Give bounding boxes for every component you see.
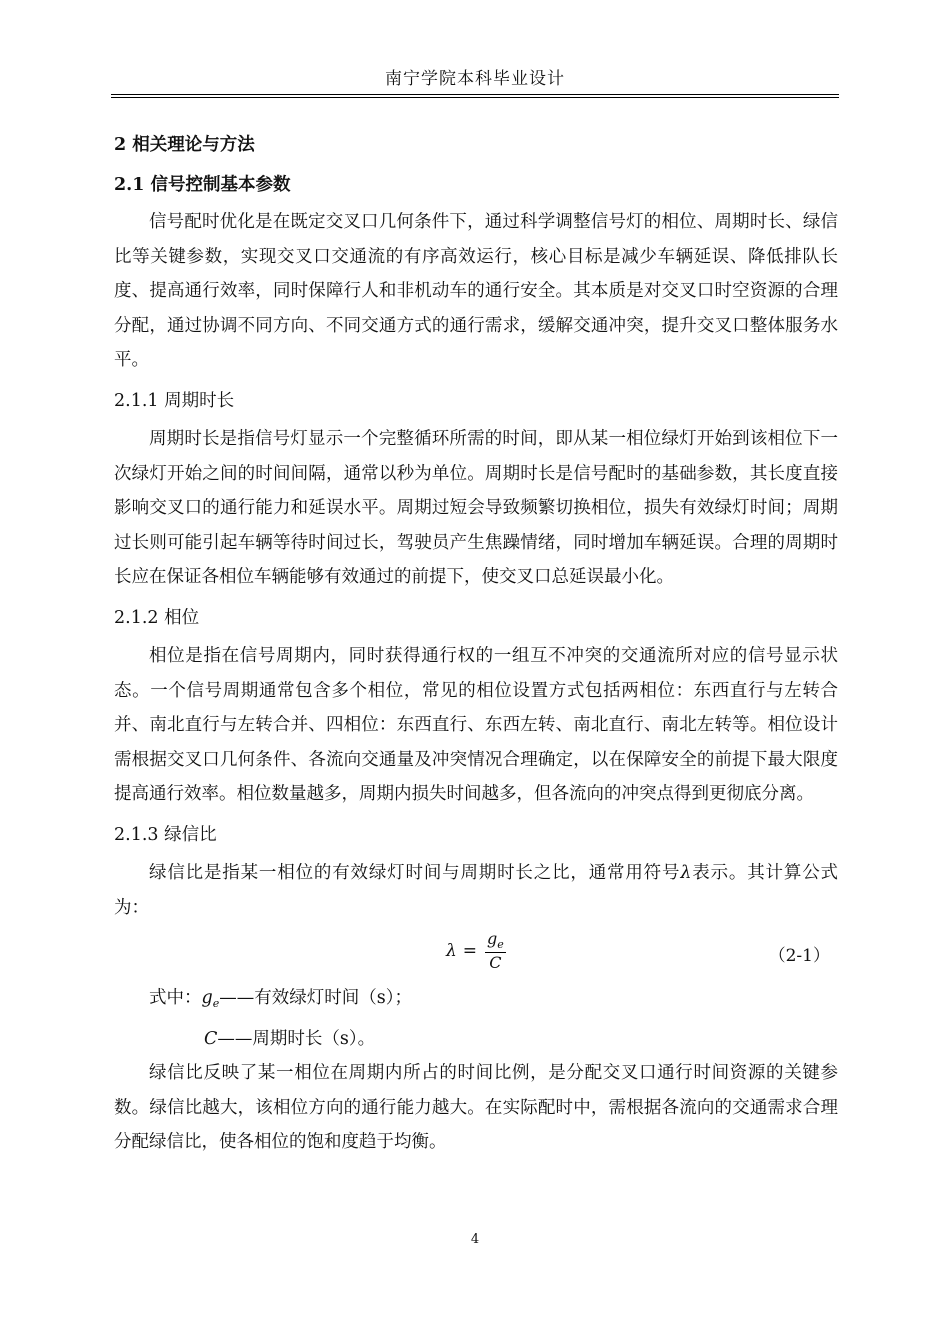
numerator-symbol: g [487,929,498,948]
formula-2-1 [114,929,838,979]
subsection-heading-green-ratio: 2.1.3 绿信比 [114,824,217,845]
definition-ge [114,981,838,1022]
formula-expression [446,931,506,971]
numerator-subscript: e [497,938,504,951]
definition-c-text: ——周期时长（s）。 [217,1028,376,1049]
formula-lhs: λ [446,940,457,961]
subsection-heading-phase: 2.1.2 相位 [114,607,200,628]
definition-prefix: 式中： [149,988,202,1008]
green-ratio-text-after: 表示。其计算公式为： [114,863,839,918]
intro-paragraph: 信号配时优化是在既定交叉口几何条件下，通过科学调整信号灯的相位、周期时长、绿信比等关键参数，实现交叉口交通流的有序高效运行，核心目标是减少车辆延误、降低排队长度、提高通行效率，同时保障行人和非机动车的通行安全。其本质是对交叉口时空资源的合理分配，通过协调不同方向、不同交通方式的通行需求，缓解交通冲突，提升交叉口整体服务水平。 [114,212,838,370]
definition-ge-text: ——有效绿灯时间（s）； [219,988,412,1008]
definition-ge-subscript: e [212,997,220,1010]
green-ratio-paragraph [114,856,838,925]
definition-ge-symbol: g [201,988,213,1008]
lambda-symbol: λ [680,863,692,883]
green-ratio-text-before: 绿信比是指某一相位的有效绿灯时间与周期时长之比，通常用符号 [149,863,681,883]
formula-numerator [485,931,506,953]
formula-denominator: C [489,953,502,972]
page-body [114,128,838,1160]
header-rule [111,94,839,95]
page-number: 4 [470,1232,480,1247]
page-header-title: 南宁学院本科毕业设计 [385,69,565,89]
equation-number: （2-1） [768,946,830,966]
phase-paragraph: 相位是指在信号周期内，同时获得通行权的一组互不冲突的交通流所对应的信号显示状态。一个信号周期通常包含多个相位，常见的相位设置方式包括两相位：东西直行与左转合并、南北直行与左转合并、四相位：东西直行、东西左转、南北直行、南北左转等。相位设计需根据交叉口几何条件、各流向交通量及冲突情况合理确定，以在保障安全的前提下最大限度提高通行效率。相位数量越多，周期内损失时间越多，但各流向的冲突点得到更彻底分离。 [114,646,838,804]
green-ratio-final-paragraph: 绿信比反映了某一相位在周期内所占的时间比例，是分配交叉口通行时间资源的关键参数。绿信比越大，该相位方向的通行能力越大。在实际配时中，需根据各流向的交通需求合理分配绿信比，使各相位的饱和度趋于均衡。 [114,1063,838,1152]
formula-definitions [114,981,838,1056]
subsection-heading-cycle: 2.1.1 周期时长 [114,390,235,411]
definition-c-symbol: C [204,1028,218,1049]
formula-equals: = [462,940,478,961]
section-heading: 2.1 信号控制基本参数 [114,175,291,195]
definition-c [114,1022,838,1057]
header-rule-thin [111,97,839,98]
formula-fraction [485,931,506,971]
cycle-paragraph: 周期时长是指信号灯显示一个完整循环所需的时间，即从某一相位绿灯开始到该相位下一次绿灯开始之间的时间间隔，通常以秒为单位。周期时长是信号配时的基础参数，其长度直接影响交叉口的通行能力和延误水平。周期过短会导致频繁切换相位，损失有效绿灯时间；周期过长则可能引起车辆等待时间过长，驾驶员产生焦躁情绪，同时增加车辆延误。合理的周期时长应在保证各相位车辆能够有效通过的前提下，使交叉口总延误最小化。 [114,429,838,587]
chapter-heading: 2 相关理论与方法 [114,135,255,155]
